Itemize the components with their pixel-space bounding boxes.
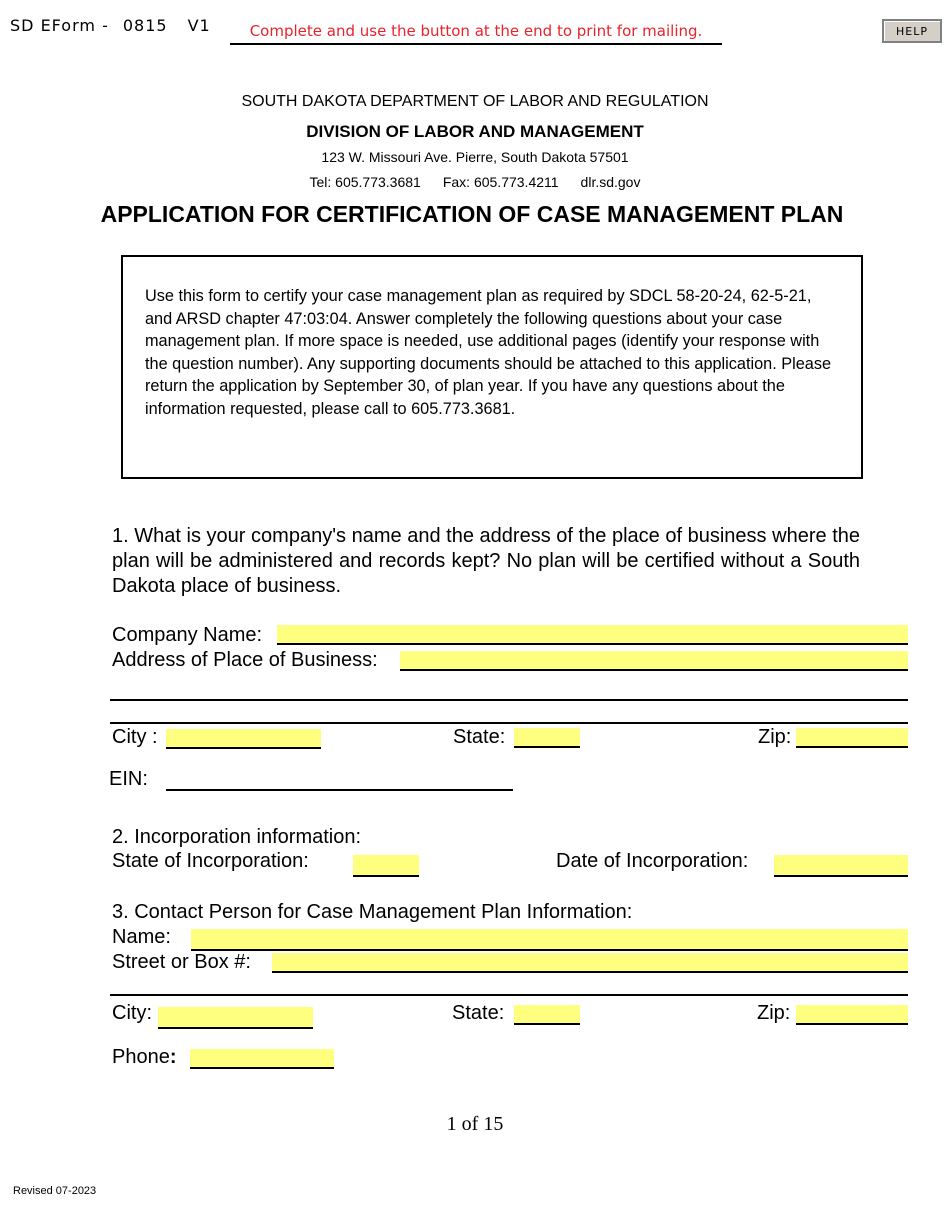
ein-field[interactable] (166, 772, 513, 791)
contact-city-label: City: (112, 1002, 152, 1024)
agency-address: 123 W. Missouri Ave. Pierre, South Dakota 57501 (321, 149, 629, 165)
street-line-2[interactable] (110, 994, 908, 996)
revision-date: Revised 07-2023 (13, 1185, 97, 1197)
phone-field[interactable] (190, 1049, 334, 1069)
contact-state-field[interactable] (514, 1005, 580, 1025)
agency-contact (0, 174, 950, 190)
address-line-3[interactable] (110, 722, 908, 724)
question-1-text: 1. What is your company's name and the address of the place of business where the plan will be administered and records kept? No plan will be certified without a South Dakota place of business. (112, 525, 860, 597)
company-name-label: Company Name: (112, 624, 263, 646)
contact-zip-field[interactable] (796, 1005, 908, 1025)
contact-zip-label: Zip: (757, 1002, 791, 1024)
zip-field[interactable] (796, 728, 908, 748)
state-label: State: (453, 726, 506, 748)
division-name: DIVISION OF LABOR AND MANAGEMENT (306, 122, 644, 141)
phone-label-colon: : (169, 1046, 177, 1068)
street-label: Street or Box #: (112, 951, 251, 973)
company-name-field[interactable] (277, 625, 908, 645)
form-number: 0815 (122, 16, 168, 35)
question-3-heading: 3. Contact Person for Case Management Plan Information: (112, 901, 633, 923)
agency-fax: Fax: 605.773.4211 (442, 174, 559, 190)
form-version: V1 (187, 16, 211, 35)
agency-website: dlr.sd.gov (580, 174, 641, 190)
date-of-incorporation-field[interactable] (774, 855, 908, 877)
agency-tel: Tel: 605.773.3681 (309, 174, 421, 190)
contact-city-field[interactable] (158, 1007, 313, 1029)
question-2-heading: 2. Incorporation information: (112, 826, 362, 848)
zip-label: Zip: (758, 726, 792, 748)
address-label: Address of Place of Business: (112, 649, 378, 671)
instructions-box (121, 255, 863, 479)
contact-name-label: Name: (112, 926, 171, 948)
instructions-text: Use this form to certify your case management plan as required by SDCL 58-20-24, 62-5-21, and ARSD chapter 47:03:04. Answer completely the following questions about your case management plan. If more space is needed, use additional pages (identify your response with the question number). Any supporting documents should be attached to this application. Please return the application by September 30, of plan year. If you have any questions about the information requested, please call to 605.773.3681. (145, 287, 832, 418)
city-field[interactable] (166, 729, 321, 749)
state-of-incorporation-field[interactable] (353, 855, 419, 877)
address-field[interactable] (400, 651, 908, 671)
page-number: 1 of 15 (446, 1113, 504, 1135)
help-button[interactable]: HELP (882, 19, 942, 43)
ein-label: EIN: (109, 768, 148, 790)
street-field[interactable] (272, 953, 908, 973)
form-prefix: SD EForm - (10, 16, 109, 35)
state-of-incorporation-label: State of Incorporation: (112, 850, 309, 872)
page-title: APPLICATION FOR CERTIFICATION OF CASE MANAGEMENT PLAN (100, 201, 844, 227)
phone-label (112, 1046, 177, 1069)
contact-state-label: State: (452, 1002, 505, 1024)
address-line-2[interactable] (110, 699, 908, 701)
phone-label-text: Phone (112, 1046, 170, 1068)
print-instruction: Complete and use the button at the end to print for mailing. (230, 22, 722, 45)
contact-name-field[interactable] (191, 929, 908, 951)
date-of-incorporation-label: Date of Incorporation: (556, 850, 749, 872)
state-field[interactable] (514, 728, 580, 748)
city-label: City : (112, 726, 158, 748)
form-id (10, 16, 211, 35)
department-name: SOUTH DAKOTA DEPARTMENT OF LABOR AND REGULATION (241, 93, 709, 110)
